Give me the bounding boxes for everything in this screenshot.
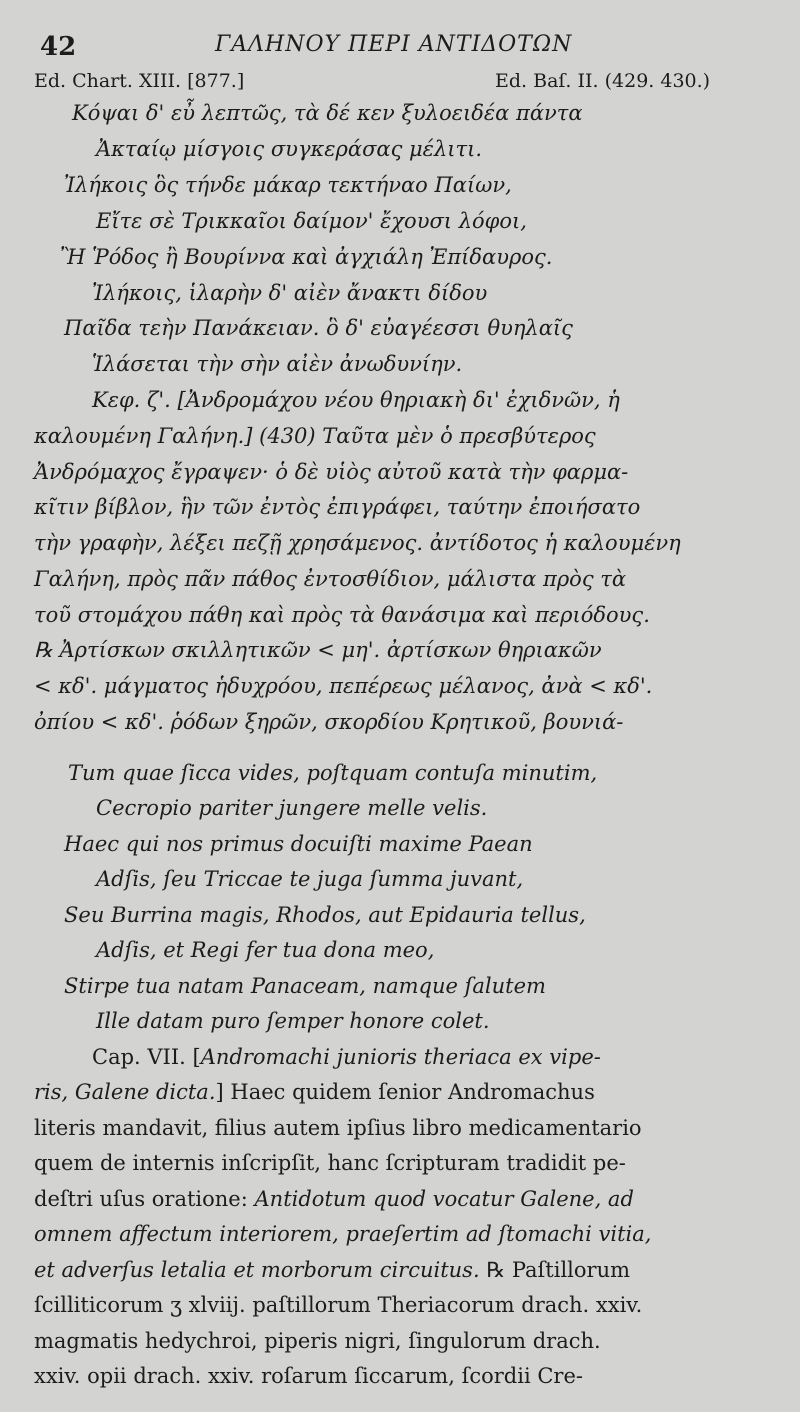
greek-line: Ἰλήκοις, ἱλαρὴν δ' αἰὲν ἄνακτι δίδου (92, 281, 488, 305)
greek-line: Ἀκταίῳ μίσγοις συγκεράσας μέλιτι. (96, 137, 483, 161)
prose-text: ] Haec quidem ſenior Andromachus (215, 1080, 595, 1104)
latin-verse-line: Adſis, et Regi fer tua dona meo, (96, 938, 435, 962)
greek-line: κῖτιν βίβλον, ἣν τῶν ἐντὸς ἐπιγράφει, ταύτην ἐποιήσατο (34, 495, 641, 519)
greek-line: Εἴτε σὲ Τρικκαῖοι δαίμον' ἔχουσι λόφοι, (96, 209, 527, 233)
latin-prose-line (92, 1047, 601, 1068)
greek-line: τοῦ στομάχου πάθη καὶ πρὸς τὰ θανάσιμα καὶ περιόδους. (34, 603, 650, 627)
greek-line: τὴν γραφὴν, λέξει πεζῇ χρησάμενος. ἀντίδοτος ἡ καλουμένη (34, 531, 681, 555)
edition-left: Ed. Chart. XIII. [877.] (34, 70, 245, 92)
prose-italic: Antidotum quod vocatur Galene, ad (254, 1187, 634, 1211)
greek-line: Γαλήνη, πρὸς πᾶν πάθος ἐντοσθίδιον, μάλιστα πρὸς τὰ (34, 567, 627, 591)
latin-prose-line (34, 1189, 634, 1210)
greek-line: ὀπίου < κδ'. ῥόδων ξηρῶν, σκορδίου Κρητικοῦ, βουνιά- (34, 710, 624, 734)
latin-verse-line: Seu Burrina magis, Rhodos, aut Epidauria tellus, (64, 903, 586, 927)
latin-verse-line: Ille datam puro ſemper honore colet. (96, 1009, 490, 1033)
page-number: 42 (40, 32, 77, 62)
prose-text: ℞ Paſtillorum (486, 1258, 631, 1282)
prose-italic: et adverſus letalia et morborum circuitus. (34, 1258, 480, 1282)
latin-prose-line: omnem affectum interiorem, praeſertim ad ſtomachi vitia, (34, 1222, 652, 1246)
latin-verse-line: Tum quae ſicca vides, poſtquam contuſa minutim, (68, 761, 598, 785)
greek-line: Κεφ. ζ'. [Ἀνδρομάχου νέου θηριακὴ δι' ἐχιδνῶν, ἡ (92, 388, 620, 412)
latin-verse-line: Stirpe tua natam Panaceam, namque ſalutem (64, 974, 546, 998)
chapter-title: Andromachi junioris theriaca ex vipe- (200, 1045, 601, 1069)
greek-line: Παῖδα τεὴν Πανάκειαν. ὃ δ' εὐαγέεσσι θυηλαῖς (64, 316, 573, 340)
greek-line: ℞ Ἀρτίσκων σκιλλητικῶν < μη'. ἀρτίσκων θηριακῶν (34, 638, 602, 662)
latin-prose-line (34, 1082, 595, 1103)
latin-verse-line: Cecropio pariter jungere melle velis. (96, 796, 488, 820)
chapter-label: Cap. VII. [ (92, 1045, 201, 1069)
edition-right: Ed. Baſ. II. (429. 430.) (495, 70, 711, 92)
latin-verse-line: Haec qui nos primus docuiſti maxime Paean (64, 832, 533, 856)
latin-verse-line: Adſis, ſeu Triccae te juga ſumma juvant, (96, 867, 524, 891)
running-title: ΓΑΛΗΝΟΥ ΠΕΡΙ ΑΝΤΙΔΟΤΩΝ (215, 32, 573, 57)
latin-prose-line: ſcilliticorum ʒ xlviij. paſtillorum Theriacorum drach. xxiv. (34, 1293, 643, 1317)
chapter-title-end: ris, Galene dicta. (34, 1080, 216, 1104)
latin-prose-line: quem de internis inſcripſit, hanc ſcripturam tradidit pe- (34, 1151, 626, 1175)
greek-line: Ἀνδρόμαχος ἔγραψεν· ὁ δὲ υἱὸς αὐτοῦ κατὰ τὴν φαρμα- (34, 460, 629, 484)
latin-prose-line: magmatis hedychroi, piperis nigri, ſingulorum drach. (34, 1329, 601, 1353)
greek-line: < κδ'. μάγματος ἡδυχρόου, πεπέρεως μέλανος, ἀνὰ < κδ'. (34, 674, 653, 698)
greek-line: καλουμένη Γαλήνη.] (430) Ταῦτα μὲν ὁ πρεσβύτερος (34, 424, 596, 448)
greek-line: Κόψαι δ' εὖ λεπτῶς, τὰ δέ κεν ξυλοειδέα πάντα (72, 101, 583, 125)
latin-prose-line: literis mandavit, filius autem ipſius libro medicamentario (34, 1116, 642, 1140)
greek-line: Ἰλήκοις ὃς τήνδε μάκαρ τεκτήναο Παίων, (64, 173, 512, 197)
greek-line: Ἱλάσεται τὴν σὴν αἰὲν ἀνωδυνίην. (92, 352, 463, 376)
greek-line: Ἢ Ῥόδος ἢ Βουρίννα καὶ ἀγχιάλη Ἐπίδαυρος. (60, 245, 553, 269)
latin-prose-line (34, 1260, 630, 1281)
latin-prose-line: xxiv. opii drach. xxiv. roſarum ſiccarum, ſcordii Cre- (34, 1364, 583, 1388)
prose-text: deſtri uſus oratione: (34, 1187, 248, 1211)
